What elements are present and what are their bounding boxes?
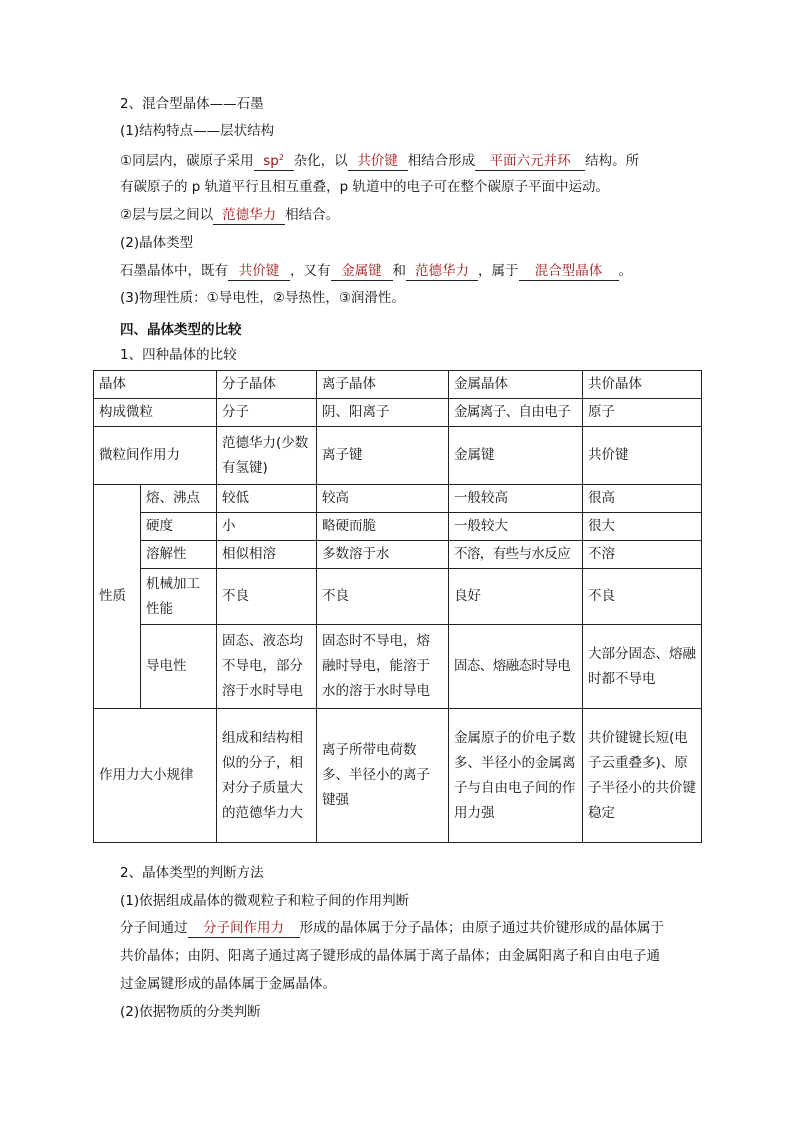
table-cell: 较低 [217,485,317,513]
structure-item-1: ①同层内，碳原子采用 $sp^2$ 杂化，以 共价键 相结合形成 平面六元并环 结构。所 [120,149,639,171]
answer-intermolecular-force: 分子间作用力 [188,920,300,938]
table-row [94,513,702,541]
table-cell: 大部分固态、熔融时都不导电 [583,625,702,709]
table-cell: 阴、阳离子 [317,399,449,427]
table-row [94,569,702,625]
table-cell: 良好 [449,569,583,625]
judgement-sub-1: (1)依据组成晶体的微观粒子和粒子间的作用判断 [120,893,410,909]
table-header-cell: 晶体 [94,371,217,399]
answer-hybridization: $sp^2$ [254,149,294,171]
table-cell: 金属原子的价电子数多、半径小的金属离子与自由电子间的作用力强 [449,709,583,843]
table-cell: 很大 [583,513,702,541]
table-cell: 金属离子、自由电子 [449,399,583,427]
table-cell: 一般较大 [449,513,583,541]
table-row [94,709,702,843]
table-cell: 原子 [583,399,702,427]
table-header-cell: 金属晶体 [449,371,583,399]
structure-heading: (1)结构特点——层状结构 [120,123,275,139]
answer-vdw: 范德华力 [406,263,478,281]
table-cell: 相似相溶 [217,541,317,569]
structure-item-1-cont: 有碳原子的 p 轨道平行且相互重叠，p 轨道中的电子可在整个碳原子平面中运动。 [120,179,610,195]
table-cell: 金属键 [449,427,583,485]
table-row [94,625,702,709]
table-cell: 一般较高 [449,485,583,513]
row-label: 微粒间作用力 [94,427,217,485]
judgement-para-line-3: 过金属键形成的晶体属于金属晶体。 [120,976,336,992]
judgement-para-line-2: 共价晶体；由阴、阳离子通过离子键形成的晶体属于离子晶体；由金属阳离子和自由电子通 [120,948,660,964]
table-cell: 不溶 [583,541,702,569]
table-cell: 共价键键长短(电子云重叠多)、原子半径小的共价键稳定 [583,709,702,843]
row-label: 硬度 [141,513,217,541]
answer-hexagonal-ring: 平面六元并环 [475,153,585,171]
table-cell: 离子键 [317,427,449,485]
physical-properties: (3)物理性质：①导电性，②导热性，③润滑性。 [120,290,405,306]
row-label: 机械加工性能 [141,569,217,625]
table-header-row [94,371,702,399]
crystal-type-line: 石墨晶体中，既有 共价键 ，又有 金属键 和 范德华力 ，属于 混合型晶体 。 [120,263,632,279]
row-label: 导电性 [141,625,217,709]
structure-item-2: ②层与层之间以 范德华力 相结合。 [120,207,340,223]
judgement-sub-2: (2)依据物质的分类判断 [120,1004,261,1020]
table-cell: 组成和结构相似的分子，相对分子质量大的范德华力大 [217,709,317,843]
table-row [94,399,702,427]
row-label: 熔、沸点 [141,485,217,513]
table-cell: 不良 [317,569,449,625]
row-label: 溶解性 [141,541,217,569]
table-cell: 略硬而脆 [317,513,449,541]
crystal-comparison-table [93,370,702,843]
comparison-sub-heading: 1、四种晶体的比较 [120,347,237,363]
table-cell: 分子 [217,399,317,427]
table-cell: 很高 [583,485,702,513]
table-row [94,541,702,569]
table-cell: 不溶，有些与水反应 [449,541,583,569]
table-cell: 较高 [317,485,449,513]
answer-covalent: 共价键 [228,263,290,281]
row-label: 作用力大小规律 [94,709,217,843]
table-cell: 固态、熔融态时导电 [449,625,583,709]
answer-van-der-waals: 范德华力 [213,207,285,225]
table-cell: 固态、液态均不导电，部分溶于水时导电 [217,625,317,709]
section-4-heading: 四、晶体类型的比较 [120,322,242,338]
answer-mixed-crystal: 混合型晶体 [519,263,619,281]
property-group-label: 性质 [94,485,141,709]
table-cell: 离子所带电荷数多、半径小的离子键强 [317,709,449,843]
row-label: 构成微粒 [94,399,217,427]
graphite-heading: 2、混合型晶体——石墨 [120,96,264,112]
table-header-cell: 分子晶体 [217,371,317,399]
table-row [94,485,702,513]
table-cell: 共价键 [583,427,702,485]
table-cell: 小 [217,513,317,541]
table-cell: 不良 [217,569,317,625]
judgement-heading: 2、晶体类型的判断方法 [120,865,264,881]
judgement-para-line-1: 分子间通过 分子间作用力 形成的晶体属于分子晶体；由原子通过共价键形成的晶体属于 [120,920,664,936]
table-cell: 范德华力(少数有氢键) [217,427,317,485]
table-cell: 固态时不导电，熔融时导电，能溶于水的溶于水时导电 [317,625,449,709]
answer-metallic: 金属键 [331,263,393,281]
answer-covalent-bond: 共价键 [348,153,408,171]
table-header-cell: 共价晶体 [583,371,702,399]
table-cell: 不良 [583,569,702,625]
table-row [94,427,702,485]
table-header-cell: 离子晶体 [317,371,449,399]
crystal-type-heading: (2)晶体类型 [120,235,194,251]
table-cell: 多数溶于水 [317,541,449,569]
